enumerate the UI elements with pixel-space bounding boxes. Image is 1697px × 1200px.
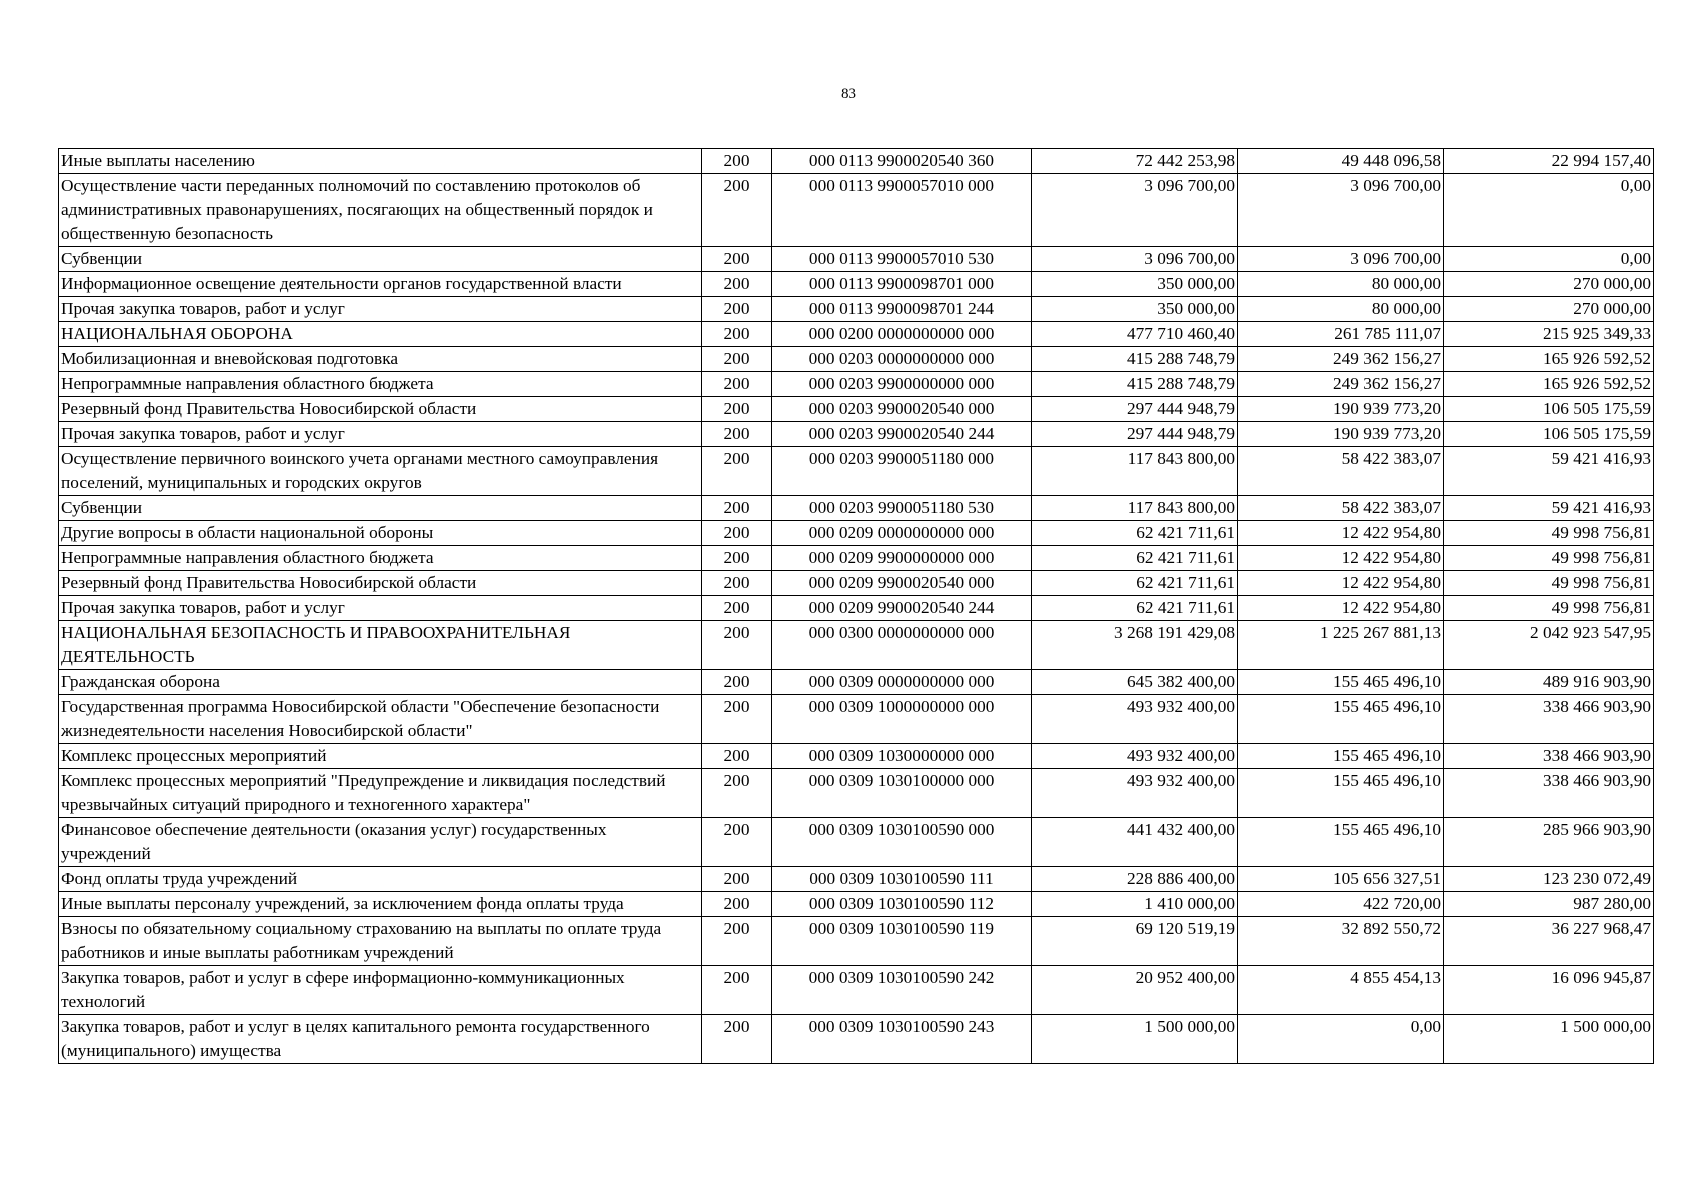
line-code-cell: 200 (702, 397, 772, 422)
classification-code-cell: 000 0203 9900051180 530 (772, 496, 1032, 521)
approved-amount-cell: 493 932 400,00 (1032, 769, 1238, 818)
unexecuted-amount-cell: 59 421 416,93 (1444, 496, 1654, 521)
classification-code-cell: 000 0113 9900020540 360 (772, 149, 1032, 174)
classification-code-cell: 000 0209 9900020540 000 (772, 571, 1032, 596)
line-code-cell: 200 (702, 546, 772, 571)
executed-amount-cell: 105 656 327,51 (1238, 867, 1444, 892)
unexecuted-amount-cell: 59 421 416,93 (1444, 447, 1654, 496)
executed-amount-cell: 12 422 954,80 (1238, 571, 1444, 596)
line-code-cell: 200 (702, 174, 772, 247)
indicator-name-cell: Другие вопросы в области национальной обороны (59, 521, 702, 546)
line-code-cell: 200 (702, 247, 772, 272)
classification-code-cell: 000 0309 1030100590 242 (772, 966, 1032, 1015)
table-row (59, 521, 1654, 546)
table-body (59, 149, 1654, 1064)
indicator-name-cell: Гражданская оборона (59, 670, 702, 695)
table-row (59, 496, 1654, 521)
indicator-name-cell: Закупка товаров, работ и услуг в целях капитального ремонта государственного (муниципального) имущества (59, 1015, 702, 1064)
unexecuted-amount-cell: 489 916 903,90 (1444, 670, 1654, 695)
indicator-name-cell: Комплекс процессных мероприятий (59, 744, 702, 769)
indicator-name-cell: Непрограммные направления областного бюджета (59, 372, 702, 397)
approved-amount-cell: 350 000,00 (1032, 297, 1238, 322)
approved-amount-cell: 415 288 748,79 (1032, 347, 1238, 372)
classification-code-cell: 000 0209 0000000000 000 (772, 521, 1032, 546)
executed-amount-cell: 0,00 (1238, 1015, 1444, 1064)
unexecuted-amount-cell: 22 994 157,40 (1444, 149, 1654, 174)
line-code-cell: 200 (702, 818, 772, 867)
unexecuted-amount-cell: 0,00 (1444, 247, 1654, 272)
executed-amount-cell: 155 465 496,10 (1238, 695, 1444, 744)
unexecuted-amount-cell: 338 466 903,90 (1444, 744, 1654, 769)
line-code-cell: 200 (702, 892, 772, 917)
table-row (59, 917, 1654, 966)
line-code-cell: 200 (702, 571, 772, 596)
classification-code-cell: 000 0203 0000000000 000 (772, 347, 1032, 372)
approved-amount-cell: 493 932 400,00 (1032, 695, 1238, 744)
line-code-cell: 200 (702, 744, 772, 769)
classification-code-cell: 000 0309 1030100590 000 (772, 818, 1032, 867)
approved-amount-cell: 1 500 000,00 (1032, 1015, 1238, 1064)
indicator-name-cell: Непрограммные направления областного бюджета (59, 546, 702, 571)
line-code-cell: 200 (702, 322, 772, 347)
budget-execution-table (58, 148, 1654, 1064)
executed-amount-cell: 3 096 700,00 (1238, 247, 1444, 272)
line-code-cell: 200 (702, 422, 772, 447)
approved-amount-cell: 117 843 800,00 (1032, 447, 1238, 496)
table-row (59, 744, 1654, 769)
line-code-cell: 200 (702, 496, 772, 521)
indicator-name-cell: Государственная программа Новосибирской области "Обеспечение безопасности жизнедеятельности населения Новосибирской области" (59, 695, 702, 744)
approved-amount-cell: 3 096 700,00 (1032, 247, 1238, 272)
indicator-name-cell: Закупка товаров, работ и услуг в сфере информационно-коммуникационных технологий (59, 966, 702, 1015)
classification-code-cell: 000 0300 0000000000 000 (772, 621, 1032, 670)
indicator-name-cell: Субвенции (59, 247, 702, 272)
line-code-cell: 200 (702, 372, 772, 397)
table-row (59, 422, 1654, 447)
unexecuted-amount-cell: 16 096 945,87 (1444, 966, 1654, 1015)
indicator-name-cell: Резервный фонд Правительства Новосибирской области (59, 571, 702, 596)
classification-code-cell: 000 0309 1000000000 000 (772, 695, 1032, 744)
unexecuted-amount-cell: 49 998 756,81 (1444, 596, 1654, 621)
classification-code-cell: 000 0113 9900057010 530 (772, 247, 1032, 272)
approved-amount-cell: 477 710 460,40 (1032, 322, 1238, 347)
indicator-name-cell: Финансовое обеспечение деятельности (оказания услуг) государственных учреждений (59, 818, 702, 867)
indicator-name-cell: Осуществление части переданных полномочий по составлению протоколов об административных правонарушениях, посягающих на общественный порядок и общественную безопасность (59, 174, 702, 247)
line-code-cell: 200 (702, 149, 772, 174)
unexecuted-amount-cell: 270 000,00 (1444, 297, 1654, 322)
executed-amount-cell: 4 855 454,13 (1238, 966, 1444, 1015)
unexecuted-amount-cell: 215 925 349,33 (1444, 322, 1654, 347)
indicator-name-cell: Резервный фонд Правительства Новосибирской области (59, 397, 702, 422)
indicator-name-cell: Прочая закупка товаров, работ и услуг (59, 297, 702, 322)
approved-amount-cell: 415 288 748,79 (1032, 372, 1238, 397)
unexecuted-amount-cell: 165 926 592,52 (1444, 372, 1654, 397)
approved-amount-cell: 350 000,00 (1032, 272, 1238, 297)
unexecuted-amount-cell: 338 466 903,90 (1444, 695, 1654, 744)
executed-amount-cell: 12 422 954,80 (1238, 521, 1444, 546)
classification-code-cell: 000 0113 9900098701 000 (772, 272, 1032, 297)
classification-code-cell: 000 0209 9900020540 244 (772, 596, 1032, 621)
executed-amount-cell: 155 465 496,10 (1238, 769, 1444, 818)
line-code-cell: 200 (702, 867, 772, 892)
approved-amount-cell: 1 410 000,00 (1032, 892, 1238, 917)
approved-amount-cell: 441 432 400,00 (1032, 818, 1238, 867)
table-row (59, 372, 1654, 397)
unexecuted-amount-cell: 2 042 923 547,95 (1444, 621, 1654, 670)
classification-code-cell: 000 0309 1030100590 119 (772, 917, 1032, 966)
classification-code-cell: 000 0113 9900057010 000 (772, 174, 1032, 247)
indicator-name-cell: Прочая закупка товаров, работ и услуг (59, 422, 702, 447)
table-row (59, 695, 1654, 744)
executed-amount-cell: 261 785 111,07 (1238, 322, 1444, 347)
line-code-cell: 200 (702, 596, 772, 621)
line-code-cell: 200 (702, 670, 772, 695)
line-code-cell: 200 (702, 966, 772, 1015)
classification-code-cell: 000 0200 0000000000 000 (772, 322, 1032, 347)
executed-amount-cell: 422 720,00 (1238, 892, 1444, 917)
unexecuted-amount-cell: 338 466 903,90 (1444, 769, 1654, 818)
table-row (59, 818, 1654, 867)
unexecuted-amount-cell: 285 966 903,90 (1444, 818, 1654, 867)
unexecuted-amount-cell: 165 926 592,52 (1444, 347, 1654, 372)
table-row (59, 1015, 1654, 1064)
unexecuted-amount-cell: 106 505 175,59 (1444, 397, 1654, 422)
indicator-name-cell: Взносы по обязательному социальному страхованию на выплаты по оплате труда работников и иные выплаты работникам учреждений (59, 917, 702, 966)
indicator-name-cell: Осуществление первичного воинского учета органами местного самоуправления поселений, муниципальных и городских округов (59, 447, 702, 496)
unexecuted-amount-cell: 49 998 756,81 (1444, 571, 1654, 596)
indicator-name-cell: Комплекс процессных мероприятий "Предупреждение и ликвидация последствий чрезвычайных ситуаций природного и техногенного характера" (59, 769, 702, 818)
executed-amount-cell: 58 422 383,07 (1238, 496, 1444, 521)
classification-code-cell: 000 0203 9900020540 244 (772, 422, 1032, 447)
executed-amount-cell: 155 465 496,10 (1238, 670, 1444, 695)
approved-amount-cell: 20 952 400,00 (1032, 966, 1238, 1015)
executed-amount-cell: 155 465 496,10 (1238, 744, 1444, 769)
line-code-cell: 200 (702, 447, 772, 496)
approved-amount-cell: 228 886 400,00 (1032, 867, 1238, 892)
approved-amount-cell: 297 444 948,79 (1032, 397, 1238, 422)
unexecuted-amount-cell: 106 505 175,59 (1444, 422, 1654, 447)
table-row (59, 149, 1654, 174)
table-row (59, 621, 1654, 670)
approved-amount-cell: 645 382 400,00 (1032, 670, 1238, 695)
classification-code-cell: 000 0309 1030000000 000 (772, 744, 1032, 769)
table-row (59, 571, 1654, 596)
line-code-cell: 200 (702, 1015, 772, 1064)
table-row (59, 174, 1654, 247)
unexecuted-amount-cell: 49 998 756,81 (1444, 521, 1654, 546)
indicator-name-cell: Информационное освещение деятельности органов государственной власти (59, 272, 702, 297)
unexecuted-amount-cell: 49 998 756,81 (1444, 546, 1654, 571)
line-code-cell: 200 (702, 297, 772, 322)
indicator-name-cell: Фонд оплаты труда учреждений (59, 867, 702, 892)
approved-amount-cell: 62 421 711,61 (1032, 596, 1238, 621)
indicator-name-cell: Иные выплаты персоналу учреждений, за исключением фонда оплаты труда (59, 892, 702, 917)
classification-code-cell: 000 0203 9900051180 000 (772, 447, 1032, 496)
line-code-cell: 200 (702, 621, 772, 670)
indicator-name-cell: Мобилизационная и вневойсковая подготовка (59, 347, 702, 372)
classification-code-cell: 000 0309 0000000000 000 (772, 670, 1032, 695)
unexecuted-amount-cell: 987 280,00 (1444, 892, 1654, 917)
unexecuted-amount-cell: 36 227 968,47 (1444, 917, 1654, 966)
classification-code-cell: 000 0309 1030100000 000 (772, 769, 1032, 818)
line-code-cell: 200 (702, 272, 772, 297)
executed-amount-cell: 12 422 954,80 (1238, 546, 1444, 571)
line-code-cell: 200 (702, 917, 772, 966)
indicator-name-cell: Прочая закупка товаров, работ и услуг (59, 596, 702, 621)
table-row (59, 546, 1654, 571)
approved-amount-cell: 62 421 711,61 (1032, 521, 1238, 546)
approved-amount-cell: 493 932 400,00 (1032, 744, 1238, 769)
unexecuted-amount-cell: 0,00 (1444, 174, 1654, 247)
executed-amount-cell: 49 448 096,58 (1238, 149, 1444, 174)
table-row (59, 769, 1654, 818)
executed-amount-cell: 12 422 954,80 (1238, 596, 1444, 621)
executed-amount-cell: 58 422 383,07 (1238, 447, 1444, 496)
indicator-name-cell: Иные выплаты населению (59, 149, 702, 174)
executed-amount-cell: 190 939 773,20 (1238, 422, 1444, 447)
executed-amount-cell: 80 000,00 (1238, 297, 1444, 322)
classification-code-cell: 000 0203 9900020540 000 (772, 397, 1032, 422)
classification-code-cell: 000 0113 9900098701 244 (772, 297, 1032, 322)
table-row (59, 670, 1654, 695)
indicator-name-cell: НАЦИОНАЛЬНАЯ ОБОРОНА (59, 322, 702, 347)
table-row (59, 596, 1654, 621)
classification-code-cell: 000 0309 1030100590 112 (772, 892, 1032, 917)
unexecuted-amount-cell: 1 500 000,00 (1444, 1015, 1654, 1064)
approved-amount-cell: 62 421 711,61 (1032, 546, 1238, 571)
classification-code-cell: 000 0309 1030100590 111 (772, 867, 1032, 892)
indicator-name-cell: Субвенции (59, 496, 702, 521)
approved-amount-cell: 62 421 711,61 (1032, 571, 1238, 596)
classification-code-cell: 000 0309 1030100590 243 (772, 1015, 1032, 1064)
line-code-cell: 200 (702, 347, 772, 372)
table-row (59, 892, 1654, 917)
executed-amount-cell: 249 362 156,27 (1238, 347, 1444, 372)
line-code-cell: 200 (702, 769, 772, 818)
table-row (59, 867, 1654, 892)
table-row (59, 322, 1654, 347)
classification-code-cell: 000 0209 9900000000 000 (772, 546, 1032, 571)
classification-code-cell: 000 0203 9900000000 000 (772, 372, 1032, 397)
unexecuted-amount-cell: 123 230 072,49 (1444, 867, 1654, 892)
approved-amount-cell: 3 096 700,00 (1032, 174, 1238, 247)
line-code-cell: 200 (702, 695, 772, 744)
page-number: 83 (841, 86, 856, 102)
executed-amount-cell: 80 000,00 (1238, 272, 1444, 297)
approved-amount-cell: 69 120 519,19 (1032, 917, 1238, 966)
table-row (59, 297, 1654, 322)
executed-amount-cell: 1 225 267 881,13 (1238, 621, 1444, 670)
executed-amount-cell: 3 096 700,00 (1238, 174, 1444, 247)
line-code-cell: 200 (702, 521, 772, 546)
approved-amount-cell: 117 843 800,00 (1032, 496, 1238, 521)
executed-amount-cell: 32 892 550,72 (1238, 917, 1444, 966)
approved-amount-cell: 3 268 191 429,08 (1032, 621, 1238, 670)
executed-amount-cell: 249 362 156,27 (1238, 372, 1444, 397)
table-row (59, 966, 1654, 1015)
table-row (59, 272, 1654, 297)
executed-amount-cell: 190 939 773,20 (1238, 397, 1444, 422)
table-row (59, 347, 1654, 372)
table-row (59, 397, 1654, 422)
approved-amount-cell: 72 442 253,98 (1032, 149, 1238, 174)
table-row (59, 447, 1654, 496)
indicator-name-cell: НАЦИОНАЛЬНАЯ БЕЗОПАСНОСТЬ И ПРАВООХРАНИТЕЛЬНАЯ ДЕЯТЕЛЬНОСТЬ (59, 621, 702, 670)
unexecuted-amount-cell: 270 000,00 (1444, 272, 1654, 297)
executed-amount-cell: 155 465 496,10 (1238, 818, 1444, 867)
table-row (59, 247, 1654, 272)
approved-amount-cell: 297 444 948,79 (1032, 422, 1238, 447)
